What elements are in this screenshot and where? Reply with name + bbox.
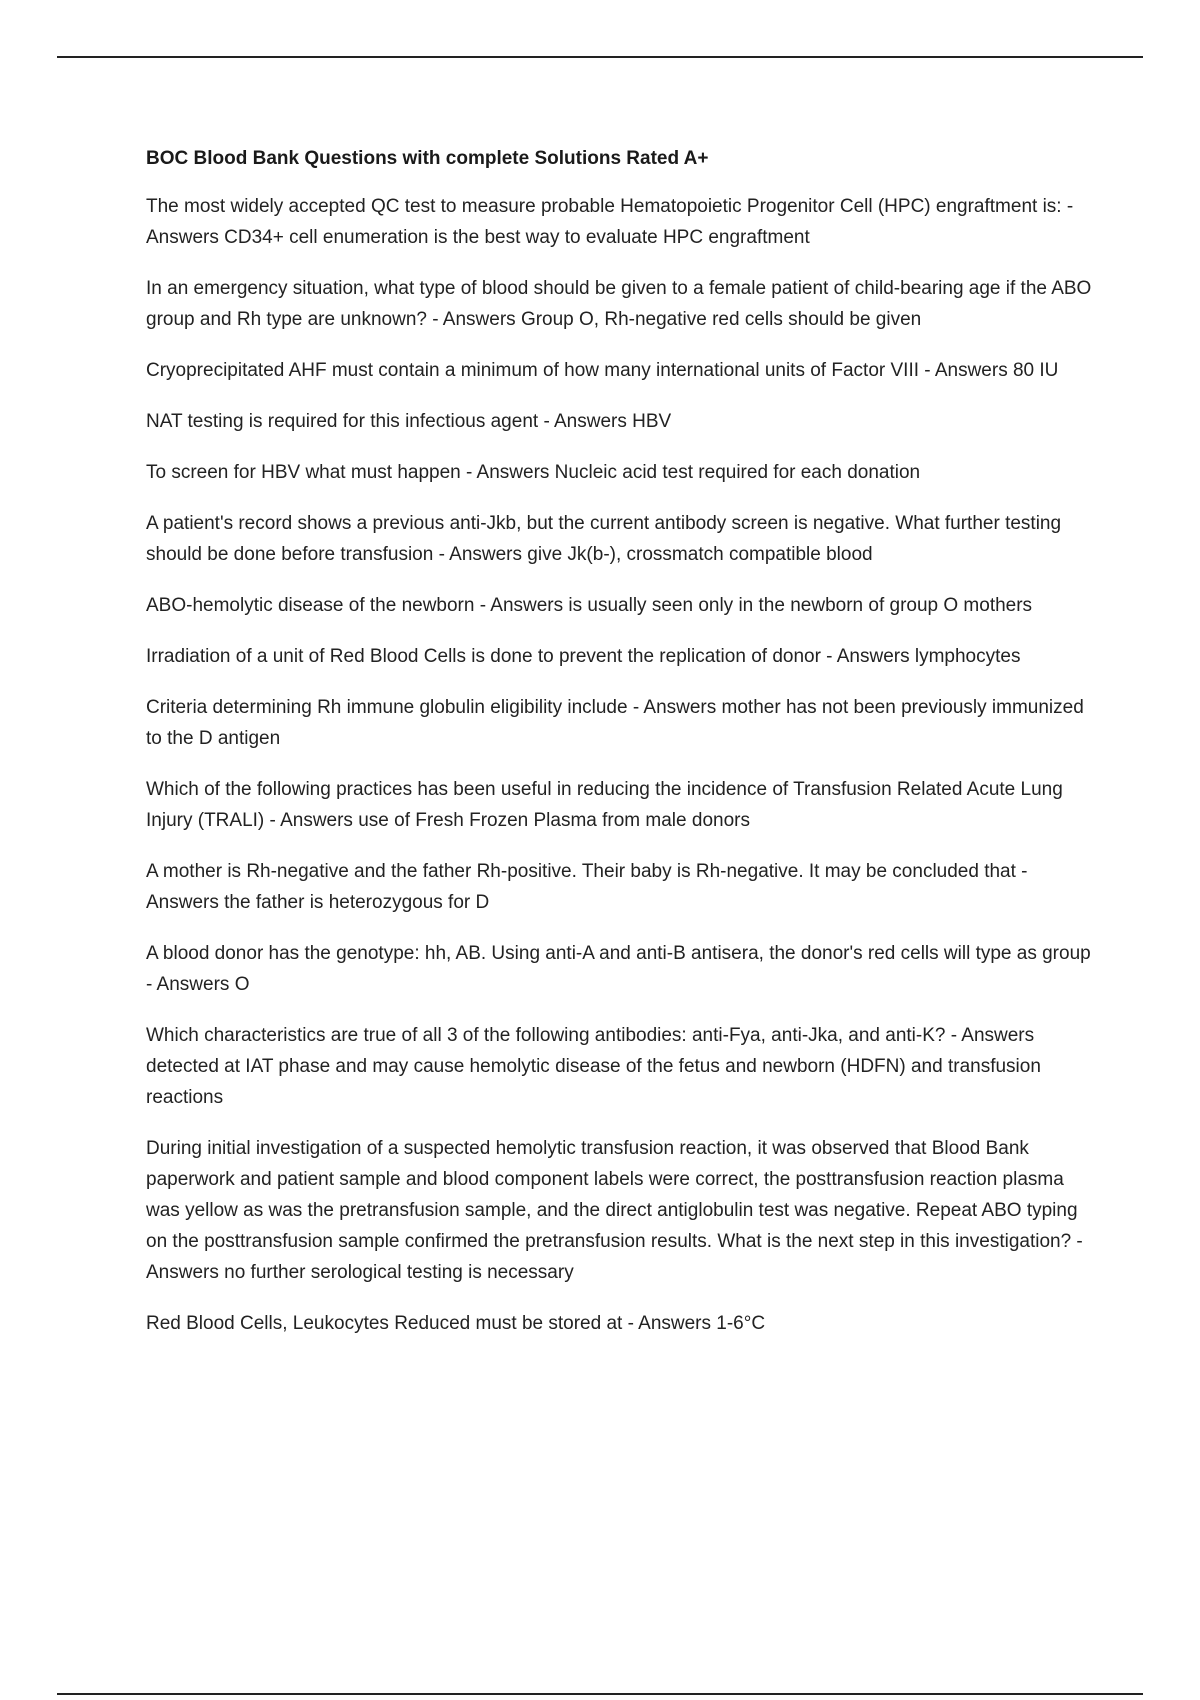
qa-item: Red Blood Cells, Leukocytes Reduced must be stored at - Answers 1-6°C — [146, 1313, 766, 1334]
question-answer-list — [146, 191, 1096, 1339]
qa-item: During initial investigation of a suspected hemolytic transfusion reaction, it was observed that Blood Bank paperwork and patient sample and blood component labels were correct, the posttransfusion reaction plasma was yellow as was the pretransfusion sample, and the direct antiglobulin test was negative. Repeat ABO typing on the posttransfusion sample confirmed the pretransfusion results. What is the next step in this investigation? - Answers no further serological testing is necessary — [146, 1138, 1083, 1283]
qa-item: Which characteristics are true of all 3 of the following antibodies: anti-Fya, anti-Jka, and anti-K? - Answers detected at IAT phase and may cause hemolytic disease of the fetus and newborn (HDFN) and transfusion reactions — [146, 1025, 1041, 1108]
qa-item: Cryoprecipitated AHF must contain a minimum of how many international units of Factor VIII - Answers 80 IU — [146, 360, 1059, 381]
qa-item: The most widely accepted QC test to measure probable Hematopoietic Progenitor Cell (HPC) engraftment is: - Answers CD34+ cell enumeration is the best way to evaluate HPC engraftment — [146, 196, 1074, 248]
document-body — [146, 145, 1096, 1359]
qa-item: A blood donor has the genotype: hh, AB. Using anti-A and anti-B antisera, the donor's red cells will type as group - Answers O — [146, 943, 1091, 995]
qa-item: Which of the following practices has been useful in reducing the incidence of Transfusion Related Acute Lung Injury (TRALI) - Answers use of Fresh Frozen Plasma from male donors — [146, 779, 1063, 831]
qa-item: NAT testing is required for this infectious agent - Answers HBV — [146, 411, 672, 432]
qa-item: A patient's record shows a previous anti-Jkb, but the current antibody screen is negative. What further testing should be done before transfusion - Answers give Jk(b-), crossmatch compatible blood — [146, 513, 1062, 565]
qa-item: Irradiation of a unit of Red Blood Cells is done to prevent the replication of donor - Answers lymphocytes — [146, 646, 1021, 667]
qa-item: ABO-hemolytic disease of the newborn - Answers is usually seen only in the newborn of group O mothers — [146, 595, 1033, 616]
qa-item: To screen for HBV what must happen - Answers Nucleic acid test required for each donation — [146, 462, 921, 483]
qa-item: In an emergency situation, what type of blood should be given to a female patient of child-bearing age if the ABO group and Rh type are unknown? - Answers Group O, Rh-negative red cells should be given — [146, 278, 1092, 330]
qa-item: A mother is Rh-negative and the father Rh-positive. Their baby is Rh-negative. It may be concluded that - Answers the father is heterozygous for D — [146, 861, 1028, 913]
bottom-rule — [57, 1693, 1143, 1695]
top-rule — [57, 56, 1143, 58]
document-title: BOC Blood Bank Questions with complete Solutions Rated A+ — [146, 148, 709, 169]
qa-item: Criteria determining Rh immune globulin eligibility include - Answers mother has not been previously immunized to the D antigen — [146, 697, 1084, 749]
